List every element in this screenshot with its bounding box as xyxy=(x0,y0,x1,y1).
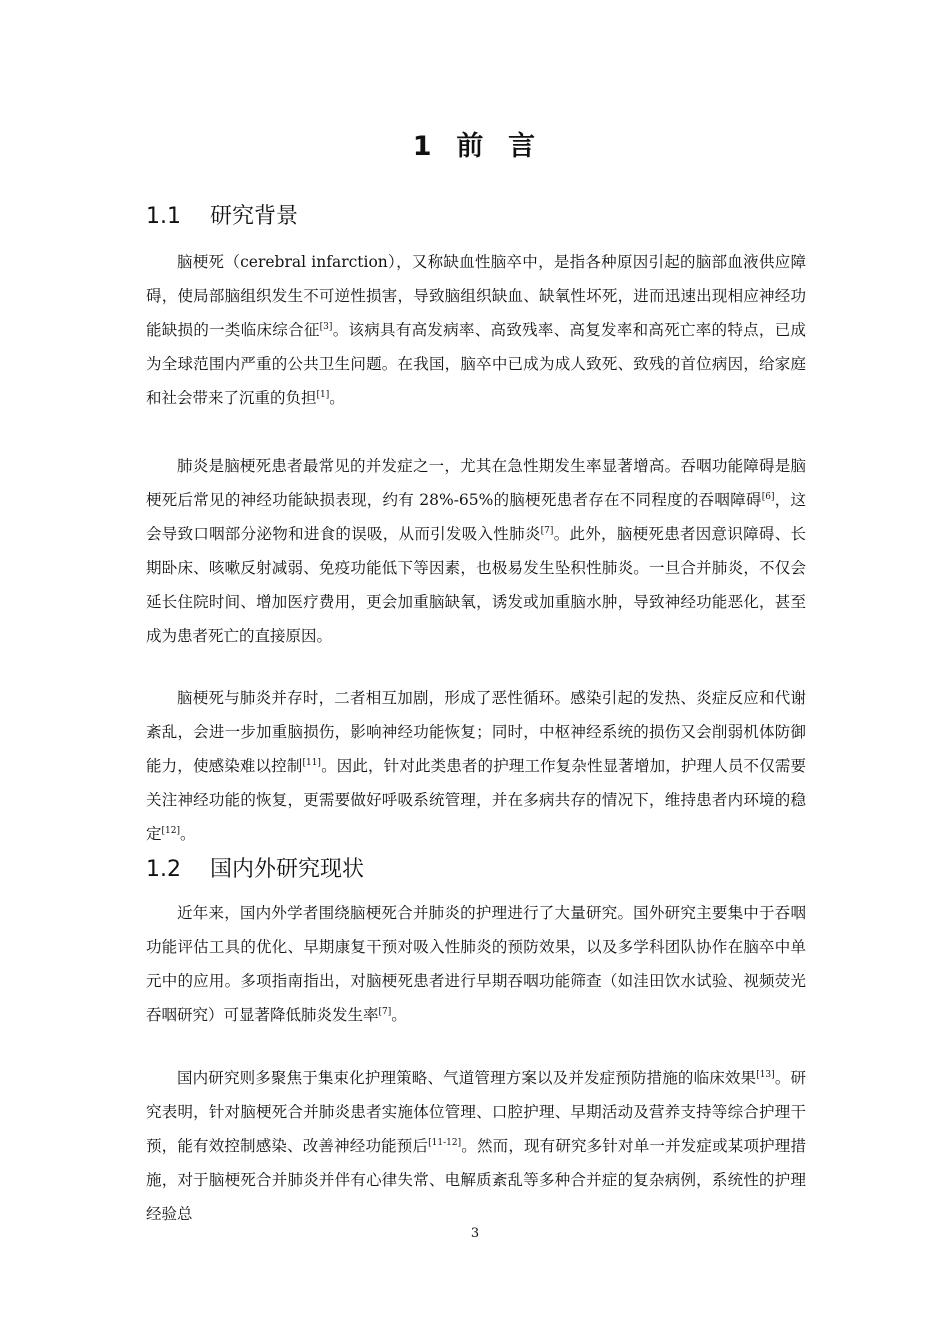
citation: [11] xyxy=(302,757,321,768)
section-number: 1.2 xyxy=(146,857,181,882)
citation: [13] xyxy=(756,1069,775,1080)
paragraph-text: 。 xyxy=(329,389,345,407)
section-title-text: 国内外研究现状 xyxy=(210,857,365,882)
section-heading-1-2 xyxy=(146,855,364,885)
section-heading-1-1 xyxy=(146,202,298,232)
paragraph xyxy=(146,245,806,415)
citation: [6] xyxy=(761,491,775,502)
citation: [12] xyxy=(161,825,180,836)
paragraph-text: 。 xyxy=(391,1006,407,1024)
paragraph-text: 国内研究则多聚焦于集束化护理策略、气道管理方案以及并发症预防措施的临床效果 xyxy=(177,1069,757,1087)
citation: [1] xyxy=(316,389,330,400)
paragraph xyxy=(146,1061,806,1231)
paragraph-text: 肺炎是脑梗死患者最常见的并发症之一，尤其在急性期发生率显著增高。吞咽功能障碍是脑梗死后常见的神经功能缺损表现，约有 28%-65%的脑梗死患者存在不同程度的吞咽障碍 xyxy=(146,457,806,509)
citation: [7] xyxy=(378,1006,392,1017)
page-number: 3 xyxy=(470,1226,480,1241)
paragraph-text: 。 xyxy=(180,825,196,843)
chapter-title: 1 前 言 xyxy=(412,131,538,162)
paragraph-text: 脑梗死（cerebral infarction），又称缺血性脑卒中，是指各种原因引起的脑部血液供应障碍，使局部脑组织发生不可逆性损害，导致脑组织缺血、缺氧性坏死，进而迅速出现相应神经功能缺损的一类临床综合征 xyxy=(146,253,806,339)
section-number: 1.1 xyxy=(146,204,181,229)
paragraph-text: 。因此，针对此类患者的护理工作复杂性显著增加，护理人员不仅需要关注神经功能的恢复，更需要做好呼吸系统管理，并在多病共存的情况下，维持患者内环境的稳定 xyxy=(146,757,806,843)
paragraph xyxy=(146,449,806,653)
section-title-text: 研究背景 xyxy=(210,204,299,229)
citation: [7] xyxy=(540,525,554,536)
paragraph xyxy=(146,896,806,1032)
paragraph-text: 。然而，现有研究多针对单一并发症或某项护理措施，对于脑梗死合并肺炎并伴有心律失常、电解质紊乱等多种合并症的复杂病例，系统性的护理经验总 xyxy=(146,1137,806,1223)
citation: [11-12] xyxy=(428,1137,462,1148)
paragraph-text: 。研究表明，针对脑梗死合并肺炎患者实施体位管理、口腔护理、早期活动及营养支持等综合护理干预，能有效控制感染、改善神经功能预后 xyxy=(146,1069,806,1155)
paragraph-text: 。此外，脑梗死患者因意识障碍、长期卧床、咳嗽反射减弱、免疫功能低下等因素，也极易发生坠积性肺炎。一旦合并肺炎，不仅会延长住院时间、增加医疗费用，更会加重脑缺氧，诱发或加重脑水肿，导致神经功能恶化，甚至成为患者死亡的直接原因。 xyxy=(146,525,806,645)
citation: [3] xyxy=(319,321,333,332)
paragraph-text: ，这会导致口咽部分泌物和进食的误吸，从而引发吸入性肺炎 xyxy=(146,491,806,543)
paragraph xyxy=(146,681,806,851)
paragraph-text: 近年来，国内外学者围绕脑梗死合并肺炎的护理进行了大量研究。国外研究主要集中于吞咽功能评估工具的优化、早期康复干预对吸入性肺炎的预防效果，以及多学科团队协作在脑卒中单元中的应用。多项指南指出，对脑梗死患者进行早期吞咽功能筛查（如洼田饮水试验、视频荧光吞咽研究）可显著降低肺炎发生率 xyxy=(146,904,806,1024)
paragraph-text: 。该病具有高发病率、高致残率、高复发率和高死亡率的特点，已成为全球范围内严重的公共卫生问题。在我国，脑卒中已成为成人致死、致残的首位病因，给家庭和社会带来了沉重的负担 xyxy=(146,321,806,407)
paragraph-text: 脑梗死与肺炎并存时，二者相互加剧，形成了恶性循环。感染引起的发热、炎症反应和代谢紊乱，会进一步加重脑损伤，影响神经功能恢复；同时，中枢神经系统的损伤又会削弱机体防御能力，使感染难以控制 xyxy=(146,689,806,775)
